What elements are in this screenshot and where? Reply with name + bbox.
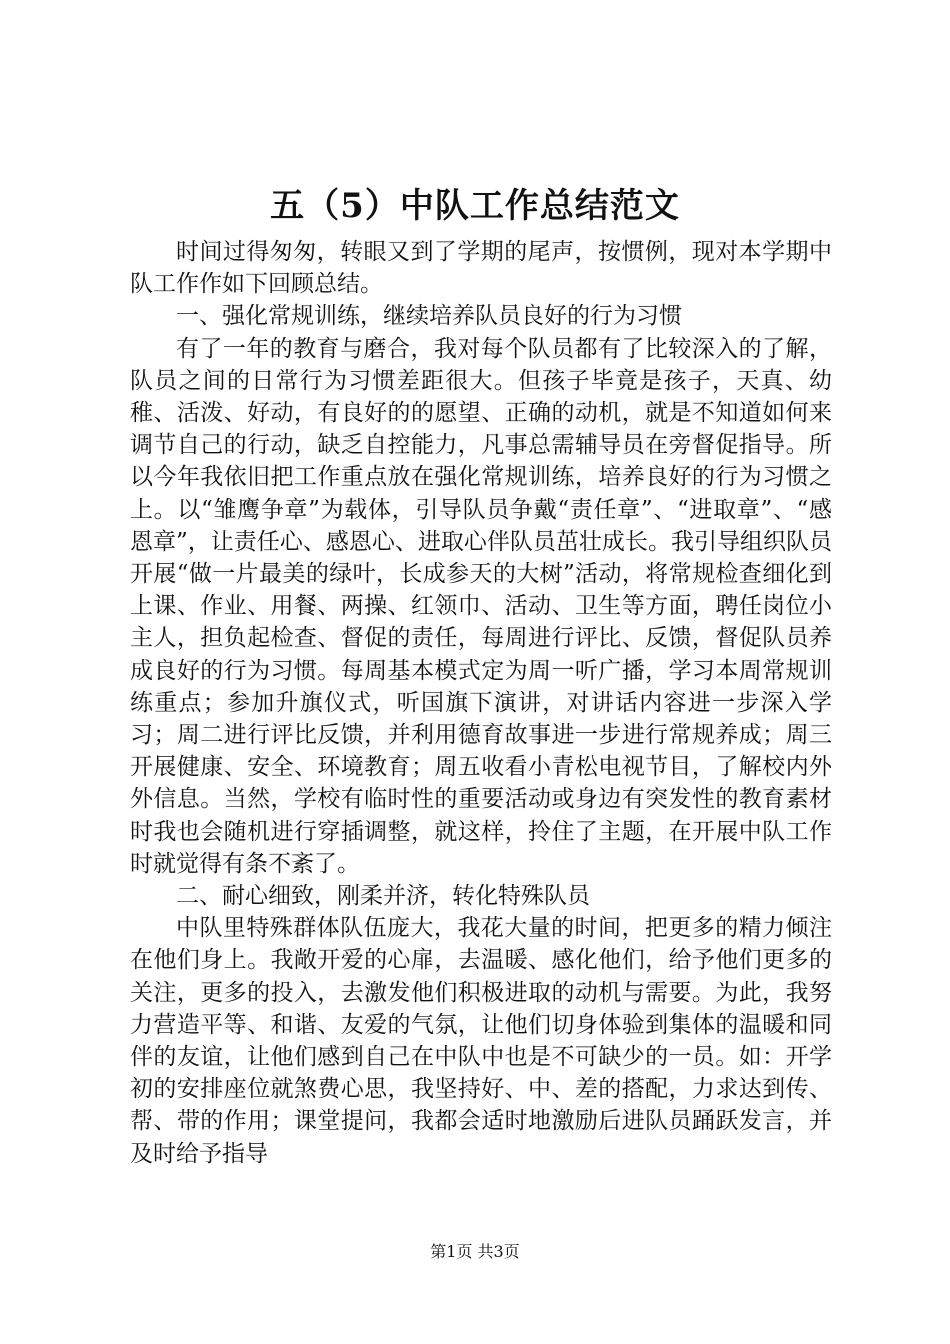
page-footer: 第1页 共3页 xyxy=(430,1242,520,1261)
document-title: 五（5）中队工作总结范文 xyxy=(270,186,680,226)
paragraph-intro: 时间过得匆匆，转眼又到了学期的尾声，按惯例，现对本学期中队工作作如下回顾总结。 xyxy=(130,239,832,298)
paragraph-section-2: 中队里特殊群体队伍庞大，我花大量的时间，把更多的精力倾注在他们身上。我敞开爱的心扉，去温暖、感化他们，给予他们更多的关注，更多的投入，去激发他们积极进取的动机与需要。为此，我努力营造平等、和谐、友爱的气氛，让他们切身体验到集体的温暖和同伴的友谊，让他们感到自己在中队中也是不可缺少的一员。如：开学初的安排座位就煞费心思，我坚持好、中、差的搭配，力求达到传、帮、带的作用；课堂提问，我都会适时地激励后进队员踊跃发言，并及时给予指导 xyxy=(130,915,832,1167)
section-heading-2: 二、耐心细致，刚柔并济，转化特殊队员 xyxy=(176,883,590,910)
section-heading-1: 一、强化常规训练，继续培养队员良好的行为习惯 xyxy=(176,303,682,330)
paragraph-section-1: 有了一年的教育与磨合，我对每个队员都有了比较深入的了解，队员之间的日常行为习惯差距很大。但孩子毕竟是孩子，天真、幼稚、活泼、好动，有良好的的愿望、正确的动机，就是不知道如何来调节自己的行动，缺乏自控能力，凡事总需辅导员在旁督促指导。所以今年我依旧把工作重点放在强化常规训练，培养良好的行为习惯之上。以“雏鹰争章”为载体，引导队员争戴“责任章”、“进取章”、“感恩章”，让责任心、感恩心、进取心伴队员茁壮成长。我引导组织队员开展“做一片最美的绿叶，长成参天的大树”活动，将常规检查细化到上课、作业、用餐、两操、红领巾、活动、卫生等方面，聘任岗位小主人，担负起检查、督促的责任，每周进行评比、反馈，督促队员养成良好的行为习惯。每周基本模式定为周一听广播，学习本周常规训练重点；参加升旗仪式，听国旗下演讲，对讲话内容进一步深入学习；周二进行评比反馈，并利用德育故事进一步进行常规养成；周三开展健康、安全、环境教育；周五收看小青松电视节目，了解校内外外信息。当然，学校有临时性的重要活动或身边有突发性的教育素材时我也会随机进行穿插调整，就这样，拎住了主题，在开展中队工作时就觉得有条不紊了。 xyxy=(130,335,832,877)
document-body xyxy=(130,236,832,1170)
